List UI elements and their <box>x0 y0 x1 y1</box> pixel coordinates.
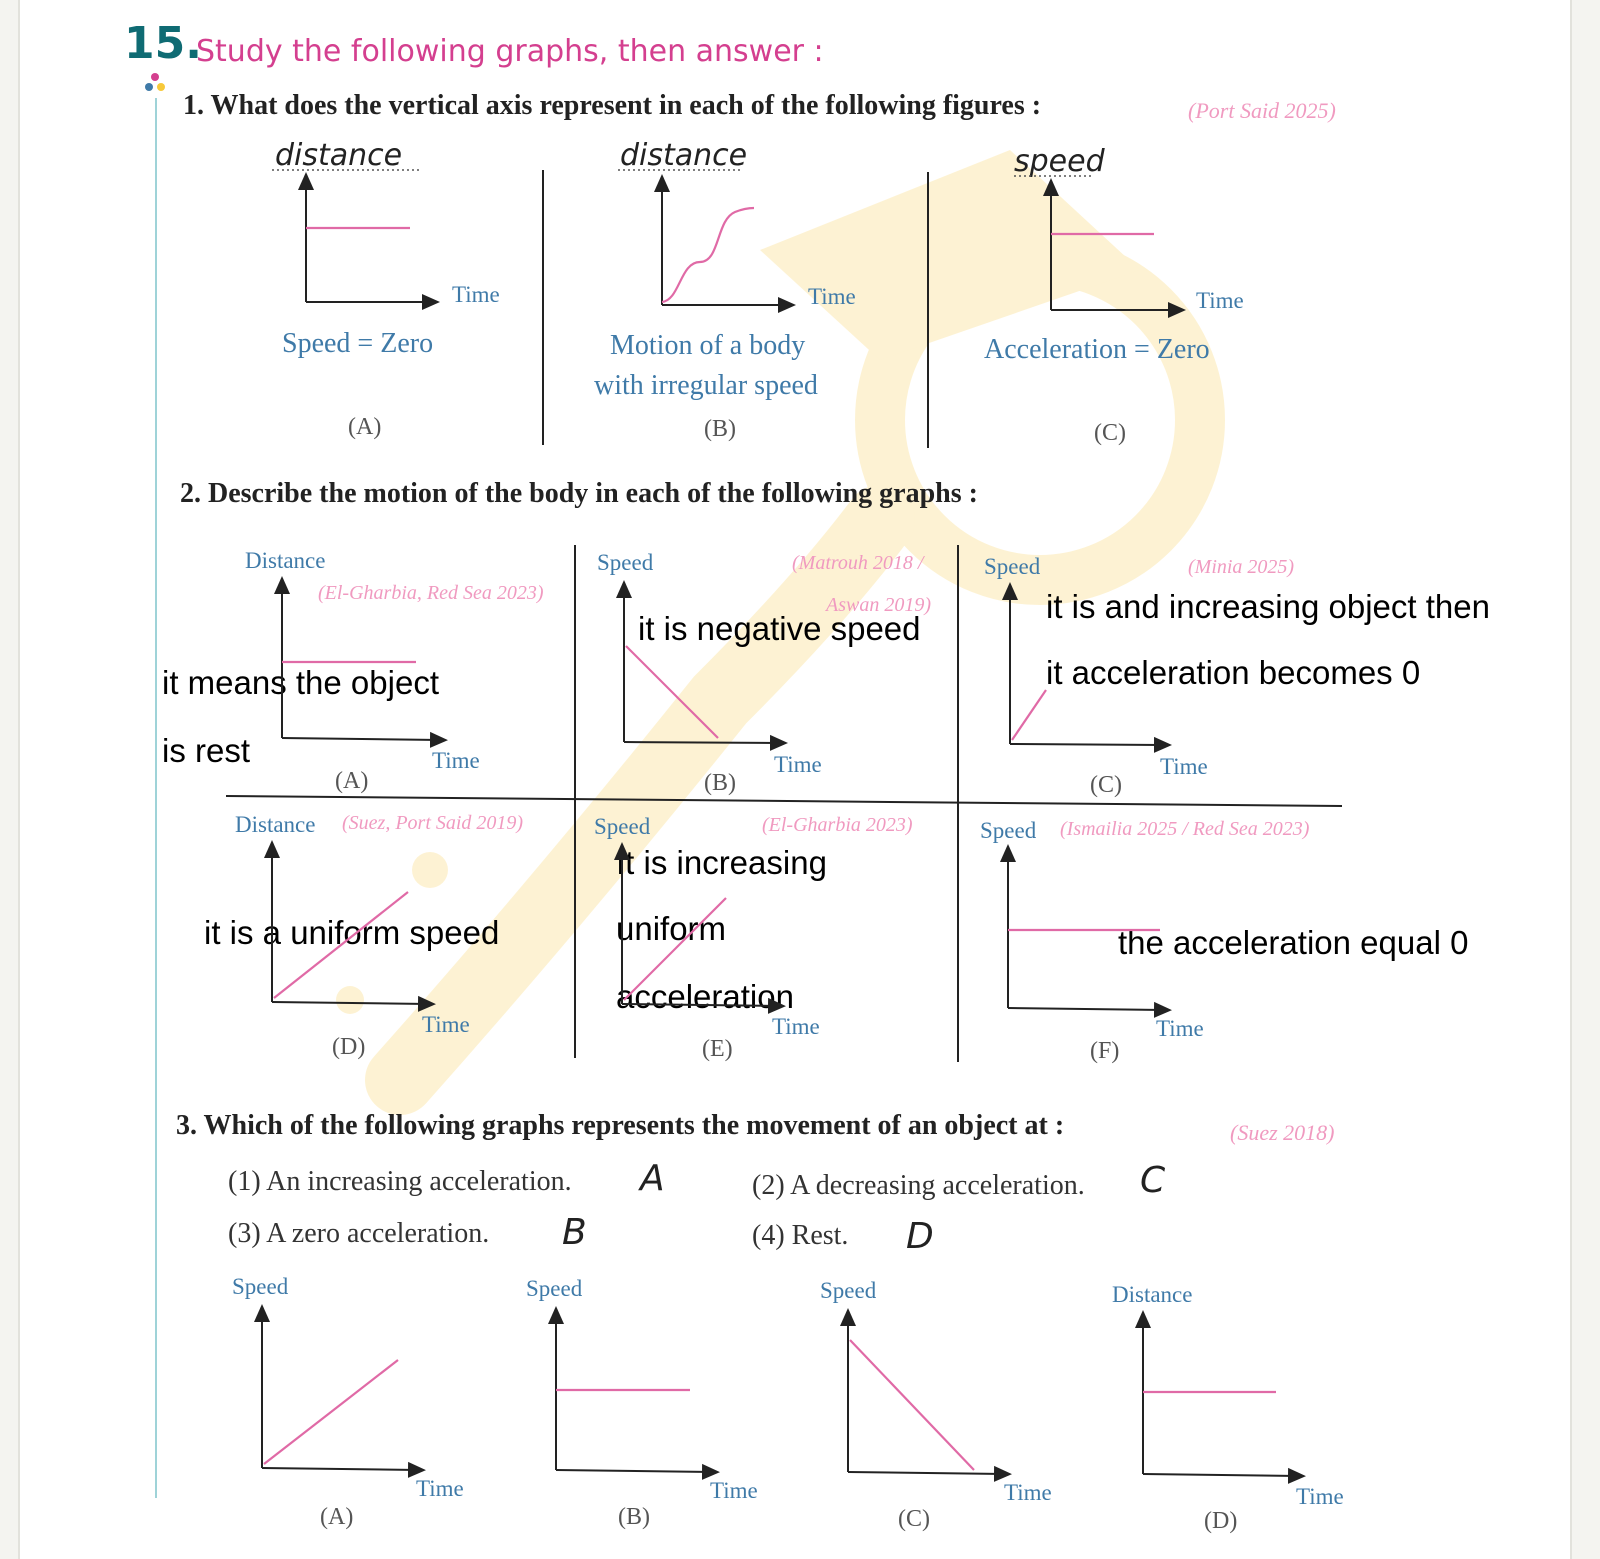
q2-d-source: (Suez, Port Said 2019) <box>342 812 524 834</box>
question-title: Study the following graphs, then answer : <box>196 34 824 69</box>
q3-text: 3. Which of the following graphs represents the movement of an object at : <box>176 1110 1065 1141</box>
q2-c-time: Time <box>1160 754 1208 779</box>
divider <box>226 796 1342 806</box>
q3-a-axis: Speed <box>232 1274 289 1299</box>
q2-graph-e <box>622 850 778 1006</box>
q2-d-answer-line1: it is a uniform speed <box>204 914 500 951</box>
q3-option-1: (1) An increasing acceleration. <box>228 1166 572 1197</box>
q2-e-answer-line3: acceleration <box>616 978 794 1015</box>
q1-text: 1. What does the vertical axis represent in each of the following figures : <box>183 90 1042 121</box>
q2-b-source: (Matrouh 2018 / <box>792 552 924 574</box>
q2-graph-b <box>624 588 780 743</box>
q1-graph-c <box>1051 186 1178 310</box>
q2-d-curve <box>274 892 408 998</box>
q2-f-answer-line1: the acceleration equal 0 <box>1118 924 1469 961</box>
q3-option-3: (3) A zero acceleration. <box>228 1218 490 1249</box>
q2-c-answer-line2: it acceleration becomes 0 <box>1046 654 1421 691</box>
q2-a-axis: Distance <box>245 548 326 573</box>
q3-b-axis: Speed <box>526 1276 583 1301</box>
q1-source: (Port Said 2025) <box>1188 98 1336 123</box>
q2-f-time: Time <box>1156 1016 1204 1041</box>
q2-b-axis: Speed <box>597 550 654 575</box>
q1-b-label: (B) <box>704 416 736 442</box>
q3-b-label: (B) <box>618 1504 650 1530</box>
q2-text: 2. Describe the motion of the body in each of the following graphs : <box>180 478 978 509</box>
q2-b-time: Time <box>774 752 822 777</box>
q3-source: (Suez 2018) <box>1230 1120 1335 1145</box>
q1-b-caption2: with irregular speed <box>594 370 818 401</box>
q1-a-caption: Speed = Zero <box>282 328 434 359</box>
q2-c-answer-line1: it is and increasing object then <box>1046 588 1490 625</box>
q2-e-source: (El-Gharbia 2023) <box>762 814 913 836</box>
q1-c-handwritten: speed <box>1014 144 1105 179</box>
q3-c-time: Time <box>1004 1480 1052 1505</box>
q2-d-time: Time <box>422 1012 470 1037</box>
q2-b-label: (B) <box>704 770 736 796</box>
q2-a-source: (El-Gharbia, Red Sea 2023) <box>318 582 544 604</box>
q3-option-1-answer: A <box>640 1158 665 1199</box>
question-number: 15. <box>124 18 202 69</box>
q3-c-axis: Speed <box>820 1278 877 1303</box>
q1-b-time: Time <box>808 284 856 309</box>
q2-f-axis: Speed <box>980 818 1037 843</box>
q1-c-caption: Acceleration = Zero <box>984 334 1210 365</box>
q2-e-answer-line2: uniform <box>616 910 727 947</box>
q1-c-label: (C) <box>1094 420 1126 446</box>
q3-option-4-answer: D <box>906 1216 934 1257</box>
q2-d-label: (D) <box>332 1034 366 1060</box>
q3-d-label: (D) <box>1204 1508 1238 1534</box>
q2-b-source2: Aswan 2019) <box>826 594 931 616</box>
q3-graph-d <box>1143 1318 1298 1476</box>
q3-d-axis: Distance <box>1112 1282 1193 1307</box>
q2-c-label: (C) <box>1090 772 1122 798</box>
q3-graph-b <box>556 1314 712 1472</box>
q1-b-handwritten: distance <box>620 138 748 173</box>
q2-e-time: Time <box>772 1014 820 1039</box>
q2-graph-c <box>1010 590 1164 745</box>
q2-c-source: (Minia 2025) <box>1188 556 1295 578</box>
q3-b-time: Time <box>710 1478 758 1503</box>
q2-b-answer-line1: it is negative speed <box>638 610 921 647</box>
q2-e-answer-line1: It is increasing <box>616 844 827 881</box>
q1-b-caption: Motion of a body <box>610 330 806 361</box>
q3-option-4: (4) Rest. <box>752 1220 849 1251</box>
q1-a-time: Time <box>452 282 500 307</box>
q2-e-axis: Speed <box>594 814 651 839</box>
q1-graph-b <box>662 182 788 305</box>
q2-a-answer-line2: is rest <box>162 732 251 769</box>
q2-f-source: (Ismailia 2025 / Red Sea 2023) <box>1060 818 1310 840</box>
q2-a-label: (A) <box>335 768 369 794</box>
q3-a-label: (A) <box>320 1504 354 1530</box>
q2-e-curve <box>624 898 726 1000</box>
q3-c-curve <box>850 1340 974 1470</box>
q1-c-time: Time <box>1196 288 1244 313</box>
q2-d-axis: Distance <box>235 812 316 837</box>
q2-c-axis: Speed <box>984 554 1041 579</box>
q1-graph-a <box>306 180 432 302</box>
q3-option-3-answer: B <box>562 1212 587 1253</box>
q2-a-time: Time <box>432 748 480 773</box>
q3-graph-c <box>848 1316 1004 1474</box>
q3-option-2: (2) A decreasing acceleration. <box>752 1170 1085 1201</box>
q3-option-2-answer: C <box>1140 1160 1166 1201</box>
q1-a-handwritten: distance <box>275 138 403 173</box>
q2-c-curve <box>1012 690 1046 740</box>
q3-d-time: Time <box>1296 1484 1344 1509</box>
q3-c-label: (C) <box>898 1506 930 1532</box>
q3-a-time: Time <box>416 1476 464 1501</box>
q2-b-curve <box>626 646 718 738</box>
q2-f-label: (F) <box>1090 1038 1120 1064</box>
q2-e-label: (E) <box>702 1036 733 1062</box>
q3-a-curve <box>264 1360 398 1464</box>
q1-b-curve <box>662 208 754 302</box>
q1-a-label: (A) <box>348 414 382 440</box>
q2-a-answer-line1: it means the object <box>162 664 439 701</box>
